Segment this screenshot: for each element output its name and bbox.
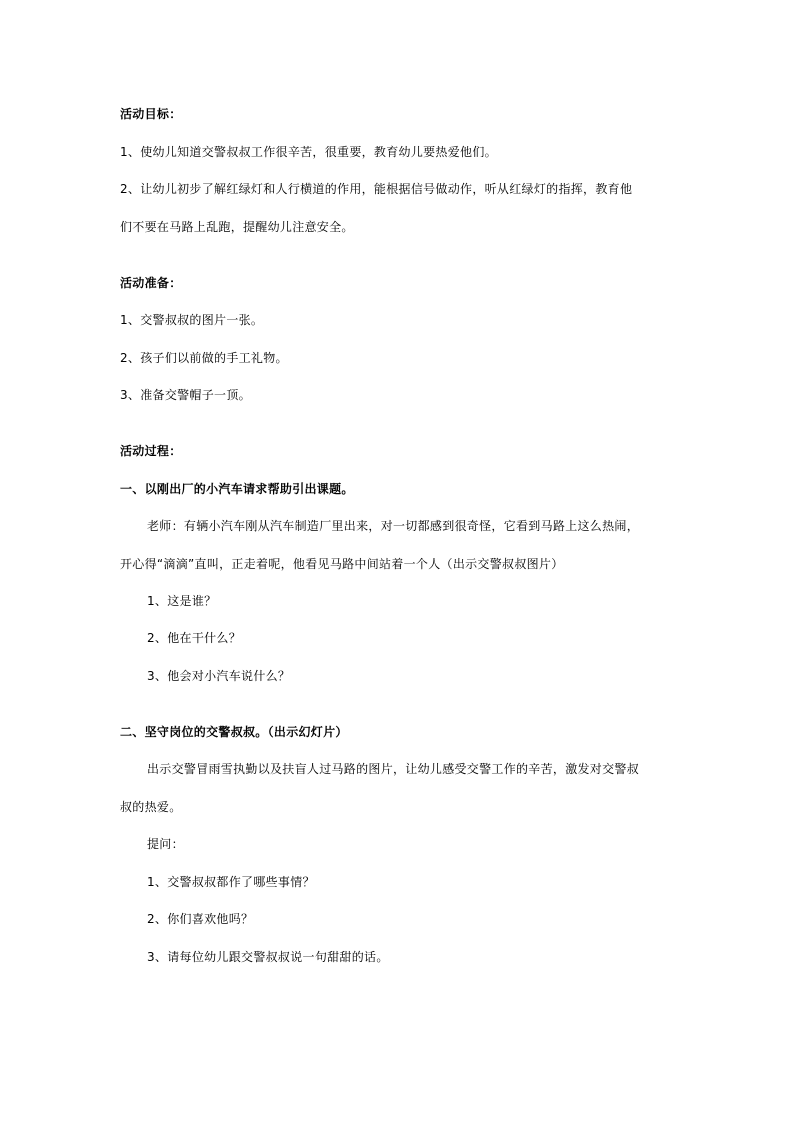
prep-item-2: 2、孩子们以前做的手工礼物。 (120, 351, 288, 365)
part1-question-1: 1、这是谁？ (147, 594, 217, 608)
part1-paragraph-line2: 开心得“滴滴”直叫，正走着呢，他看见马路中间站着一个人（出示交警叔叔图片） (120, 557, 564, 571)
part1-question-3: 3、他会对小汽车说什么？ (147, 669, 291, 683)
goal-item-2-cont: 们不要在马路上乱跑，提醒幼儿注意安全。 (120, 220, 354, 234)
part2-heading: 二、坚守岗位的交警叔叔。（出示幻灯片） (120, 725, 348, 739)
part1-heading: 一、以刚出厂的小汽车请求帮助引出课题。 (120, 482, 354, 496)
part2-question-1: 1、交警叔叔都作了哪些事情？ (147, 875, 315, 889)
process-title: 活动过程： (120, 444, 182, 458)
prep-title: 活动准备： (120, 276, 182, 290)
part2-paragraph-line2: 叔的热爱。 (120, 800, 182, 814)
prep-item-3: 3、准备交警帽子一顶。 (120, 388, 251, 402)
part2-paragraph-line1: 出示交警冒雨雪执勤以及扶盲人过马路的图片，让幼儿感受交警工作的辛苦，激发对交警叔 (147, 762, 640, 776)
prep-item-1: 1、交警叔叔的图片一张。 (120, 313, 264, 327)
goal-item-2: 2、让幼儿初步了解红绿灯和人行横道的作用，能根据信号做动作，听从红绿灯的指挥，教育他 (120, 182, 633, 196)
goals-title: 活动目标： (120, 107, 182, 121)
part1-paragraph-line1: 老师：有辆小汽车刚从汽车制造厂里出来，对一切都感到很奇怪，它看到马路上这么热闹， (147, 519, 640, 533)
part2-question-2: 2、你们喜欢他吗？ (147, 912, 254, 926)
part2-question-3: 3、请每位幼儿跟交警叔叔说一句甜甜的话。 (147, 950, 389, 964)
part1-question-2: 2、他在干什么？ (147, 631, 242, 645)
part2-ask-label: 提问： (147, 837, 184, 851)
goal-item-1: 1、使幼儿知道交警叔叔工作很辛苦，很重要，教育幼儿要热爱他们。 (120, 145, 497, 159)
